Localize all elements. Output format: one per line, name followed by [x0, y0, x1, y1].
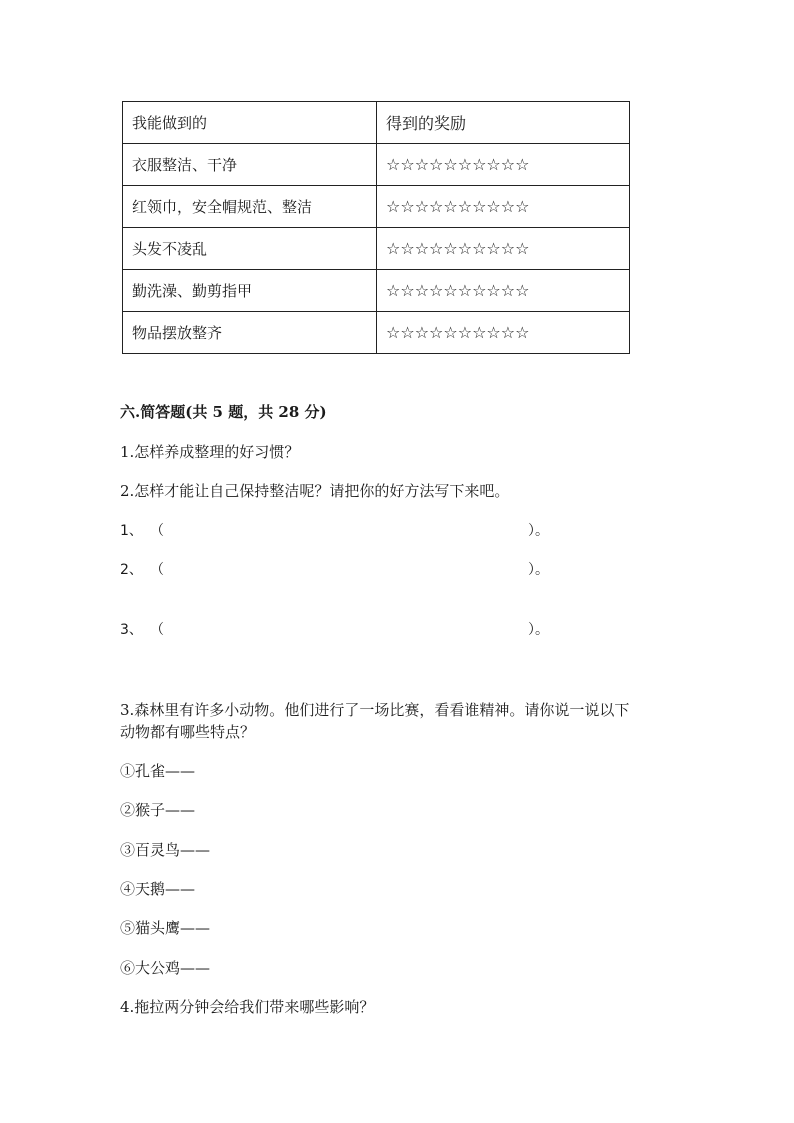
table-cell-item: 物品摆放整齐: [123, 312, 377, 354]
table-cell-item: 衣服整洁、干净: [123, 144, 377, 186]
reward-table: [122, 101, 630, 354]
table-cell-item: 勤洗澡、勤剪指甲: [123, 270, 377, 312]
blank-close-paren: ）。: [528, 562, 549, 578]
table-cell-item: 红领巾，安全帽规范、整洁: [123, 186, 377, 228]
animal-item: ②猴子——: [120, 801, 196, 819]
question-1: 1.怎样养成整理的好习惯？: [120, 443, 300, 461]
animal-item: ①孔雀——: [120, 762, 196, 780]
animal-item: ⑥大公鸡——: [120, 959, 211, 977]
blank-open-paren: （: [150, 622, 164, 638]
blank-number: 1、: [120, 523, 143, 539]
table-header-row: [123, 102, 630, 144]
blank-number: 2、: [120, 562, 143, 578]
table-row: [123, 186, 630, 228]
table-cell-stars: ☆☆☆☆☆☆☆☆☆☆: [377, 186, 630, 228]
question-3-line-2: 动物都有哪些特点？: [120, 723, 256, 741]
blank-open-paren: （: [150, 523, 164, 539]
animal-item: ④天鹅——: [120, 880, 196, 898]
table-row: [123, 144, 630, 186]
table-cell-stars: ☆☆☆☆☆☆☆☆☆☆: [377, 228, 630, 270]
animal-item: ③百灵鸟——: [120, 841, 211, 859]
table-header-cell: 我能做到的: [123, 102, 377, 144]
blank-number: 3、: [120, 622, 143, 638]
blank-open-paren: （: [150, 562, 164, 578]
table-row: [123, 228, 630, 270]
table-cell-item: 头发不凌乱: [123, 228, 377, 270]
table-header-cell: 得到的奖励: [377, 102, 630, 144]
table-row: [123, 270, 630, 312]
table-cell-stars: ☆☆☆☆☆☆☆☆☆☆: [377, 270, 630, 312]
table-cell-stars: ☆☆☆☆☆☆☆☆☆☆: [377, 312, 630, 354]
blank-close-paren: ）。: [528, 523, 549, 539]
question-2: 2.怎样才能让自己保持整洁呢？请把你的好方法写下来吧。: [120, 482, 510, 500]
question-4: 4.拖拉两分钟会给我们带来哪些影响？: [120, 998, 375, 1016]
section-title: 六.简答题(共 5 题，共 28 分): [120, 403, 327, 421]
table-cell-stars: ☆☆☆☆☆☆☆☆☆☆: [377, 144, 630, 186]
blank-close-paren: ）。: [528, 622, 549, 638]
animal-item: ⑤猫头鹰——: [120, 919, 211, 937]
question-3-line-1: 3.森林里有许多小动物。他们进行了一场比赛，看看谁精神。请你说一说以下: [120, 701, 630, 719]
table-row: [123, 312, 630, 354]
